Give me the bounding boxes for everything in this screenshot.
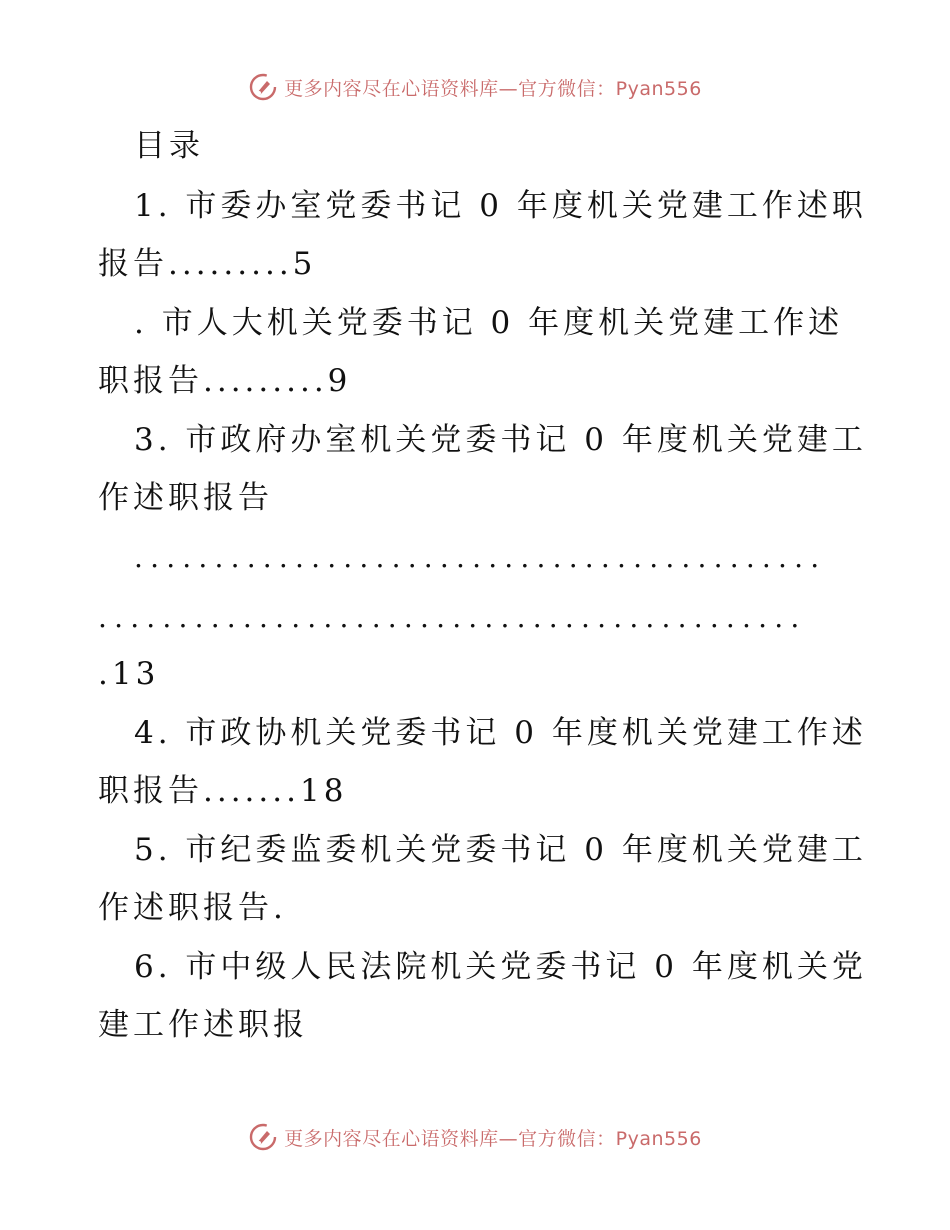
toc-entry-1-line-1: 1. 市委办室党委书记 0 年度机关党建工作述职 xyxy=(134,188,867,224)
toc-title: 目录 xyxy=(134,128,204,164)
pen-nib-seal-icon xyxy=(248,1122,278,1152)
header-watermark xyxy=(0,72,950,102)
toc-entry-3-page: .13 xyxy=(98,656,160,692)
toc-entry-5-line-1: 5. 市纪委监委机关党委书记 0 年度机关党建工 xyxy=(134,832,867,868)
watermark-text: 更多内容尽在心语资料库—官方微信：Pyan556 xyxy=(284,1127,702,1150)
toc-entry-3-leader-2: ............................................ xyxy=(98,601,807,634)
toc-entry-5-line-2: 作述职报告. xyxy=(98,890,287,926)
watermark-text: 更多内容尽在心语资料库—官方微信：Pyan556 xyxy=(284,77,702,100)
toc-entry-4-line-2: 职报告.......18 xyxy=(98,773,348,809)
toc-entry-3-line-2: 作述职报告 xyxy=(98,480,273,516)
toc-entry-2-line-1: . 市人大机关党委书记 0 年度机关党建工作述 xyxy=(134,305,844,341)
toc-entry-3-leader-1: ........................................... xyxy=(134,541,827,574)
footer-watermark xyxy=(0,1122,950,1152)
toc-entry-3-line-1: 3. 市政府办室机关党委书记 0 年度机关党建工 xyxy=(134,422,867,458)
pen-nib-seal-icon xyxy=(248,72,278,102)
toc-entry-2-line-2: 职报告.........9 xyxy=(98,363,352,399)
toc-entry-6-line-2: 建工作述职报 xyxy=(98,1007,308,1043)
toc-entry-4-line-1: 4. 市政协机关党委书记 0 年度机关党建工作述 xyxy=(134,715,867,751)
toc-entry-1-line-2: 报告.........5 xyxy=(98,246,317,282)
toc-entry-6-line-1: 6. 市中级人民法院机关党委书记 0 年度机关党 xyxy=(134,949,867,985)
